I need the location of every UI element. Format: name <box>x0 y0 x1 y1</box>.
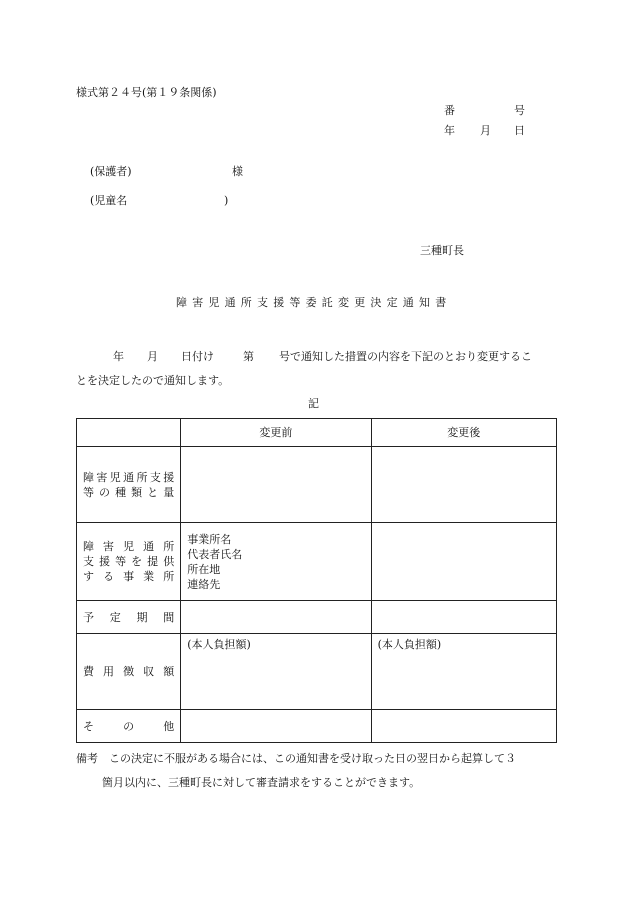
table-header-row <box>77 419 557 447</box>
provider-item-address: 所在地 <box>187 562 221 576</box>
col-after-header: 変更後 <box>371 419 556 447</box>
guardian-label: (保護者) <box>90 165 132 178</box>
row-fee-after-text: (本人負担額) <box>377 638 442 651</box>
row-provider-after <box>371 523 556 601</box>
row-fee-before-text: (本人負担額) <box>187 638 251 651</box>
row-service-type-label-b: 等の種類と量 <box>83 485 175 499</box>
table-row-provider <box>77 523 557 601</box>
row-provider-label-b: 支援等を提供 <box>83 555 175 568</box>
document-title: 障害児通所支援等委託変更決定通知書 <box>176 296 452 309</box>
body-year: 年 <box>113 350 124 363</box>
table-row-period <box>77 601 557 634</box>
provider-item-representative: 代表者氏名 <box>187 547 243 561</box>
row-period-after <box>371 601 556 634</box>
col-before-header: 変更前 <box>181 419 371 447</box>
row-period-label <box>77 601 181 634</box>
date-year-label: 年 <box>444 124 455 137</box>
child-name-label: (児童名 <box>90 194 128 207</box>
note-line-1: 備考 この決定に不服がある場合には、この通知書を受け取った日の翌日から起算して３ <box>76 752 516 765</box>
row-fee-before <box>181 634 371 710</box>
child-name-close: ) <box>224 194 229 207</box>
body-line1-rest: 号で通知した措置の内容を下記のとおり変更するこ <box>279 350 532 363</box>
provider-item-contact: 連絡先 <box>187 577 221 591</box>
row-other-before <box>181 710 371 743</box>
row-fee-after <box>371 634 556 710</box>
body-day: 日付け <box>181 350 214 363</box>
row-fee-label <box>77 634 181 710</box>
note-line-2: 箇月以内に、三種町長に対して審査請求をすることができます。 <box>102 776 421 789</box>
row-period-label-text: 予定期間 <box>83 610 175 624</box>
provider-item-office-name: 事業所名 <box>187 532 232 546</box>
ki-heading: 記 <box>308 397 319 410</box>
table-corner-cell <box>77 419 181 447</box>
change-table <box>76 418 557 743</box>
table-row-other <box>77 710 557 743</box>
guardian-honorific: 様 <box>232 165 243 178</box>
date-month-label: 月 <box>480 124 491 137</box>
row-service-type-label-a: 障害児通所支援 <box>83 470 175 484</box>
row-service-type-before <box>181 447 371 523</box>
row-provider-label-c: する事業所 <box>83 570 175 583</box>
row-provider-label <box>77 523 181 601</box>
number-go-label: 号 <box>514 104 525 117</box>
date-day-label: 日 <box>514 124 525 137</box>
number-ban-label: 番 <box>444 104 455 117</box>
row-fee-label-text: 費用徴収額 <box>83 665 175 678</box>
row-provider-label-a: 障害児通所 <box>83 540 175 553</box>
row-other-label-text: その他 <box>83 719 175 733</box>
table-row-fee <box>77 634 557 710</box>
row-service-type-label <box>77 447 181 523</box>
row-other-after <box>371 710 556 743</box>
row-period-before <box>181 601 371 634</box>
row-provider-before <box>181 523 371 601</box>
body-dai: 第 <box>243 350 254 363</box>
row-other-label <box>77 710 181 743</box>
body-line2: とを決定したので通知します。 <box>76 374 230 387</box>
issuer-name: 三種町長 <box>420 244 464 257</box>
body-month: 月 <box>147 350 158 363</box>
table-row-service-type <box>77 447 557 523</box>
row-service-type-after <box>371 447 556 523</box>
form-number: 様式第２４号(第１９条関係) <box>76 86 217 99</box>
